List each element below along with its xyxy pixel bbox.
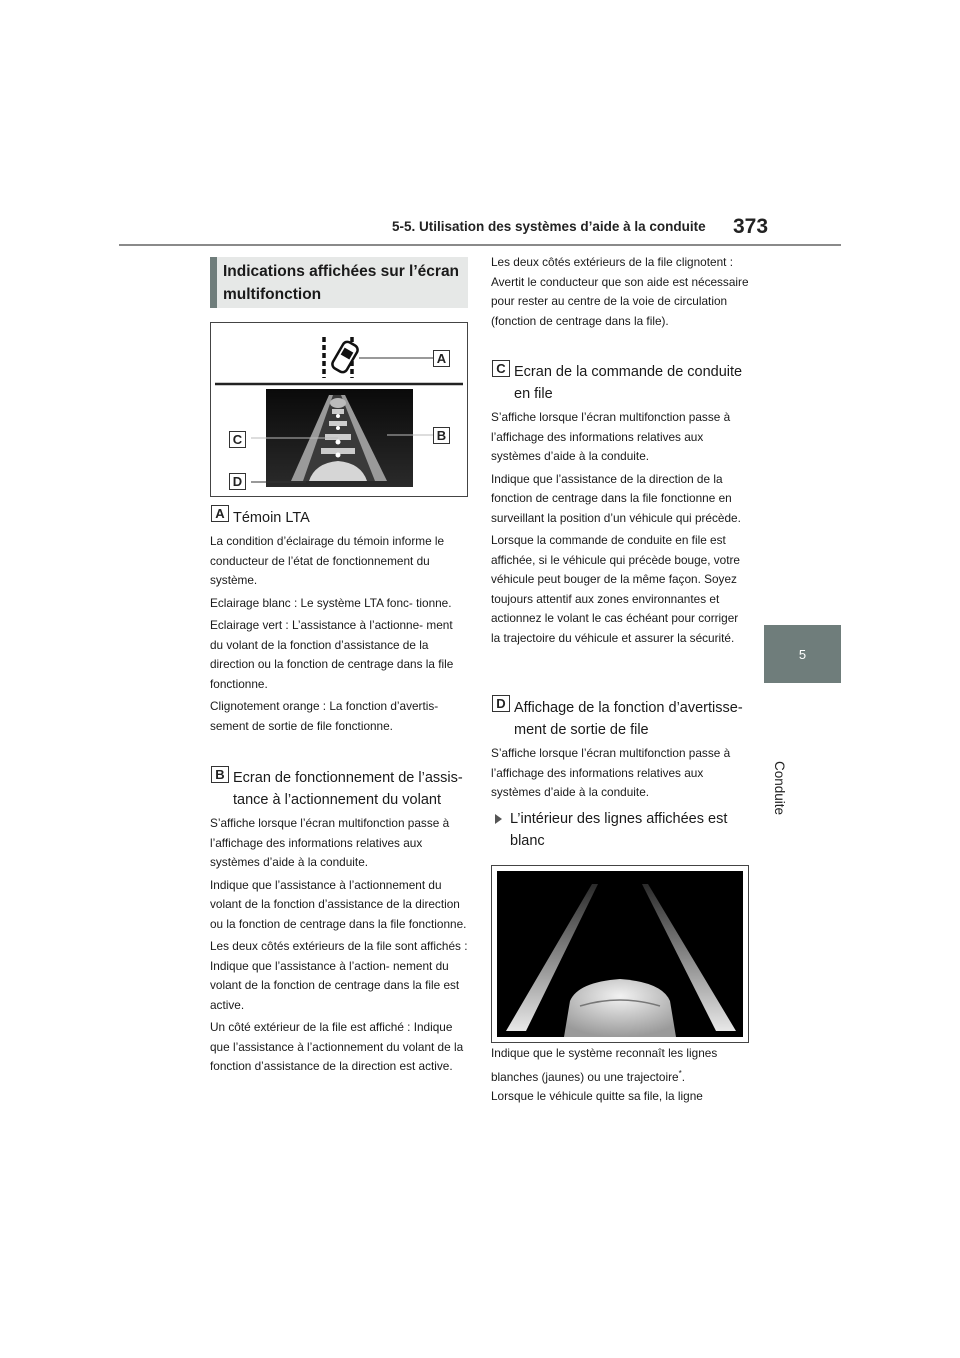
chapter-label [772, 706, 819, 816]
callout-d: D [229, 473, 246, 490]
lta-indicator-icon [324, 337, 359, 378]
badge-a: A [211, 505, 229, 522]
section-heading: Indications affichées sur l’écran multifonction [223, 263, 460, 303]
item-a-para: Eclairage blanc : Le système LTA fonc- tionne. [210, 595, 452, 610]
callout-a: A [433, 350, 450, 367]
callout-b: B [433, 427, 450, 444]
item-c-title-line1: Ecran de la commande de conduite [514, 364, 743, 380]
item-c-para: Lorsque la commande de conduite en file est affichée, si le véhicule qui précède bouge, votre véhicule peut bouger de la même façon. Soyez toujours attentif aux zones environnantes et actionnez le volant le cas échéant pour corriger la trajectoire du véhicule et assurer la sécurité. [491, 533, 740, 645]
header-rule [119, 244, 841, 246]
item-d-title-line1: Affichage de la fonction d’avertisse- [514, 700, 743, 716]
bottom-line1: Indique que le système reconnaît les lignes [491, 1046, 718, 1060]
item-b-title-line1: Ecran de fonctionnement de l’assis- [233, 770, 463, 786]
badge-b: B [211, 766, 229, 783]
page-number: 373 [733, 215, 769, 238]
callout-c: C [229, 431, 246, 448]
chapter-number: 5 [798, 646, 807, 662]
item-b-para: S’affiche lorsque l’écran multifonction passe à l’affichage des informations relatives aux systèmes d’aide à la conduite. [210, 816, 450, 869]
bottom-line2-text: blanches (jaunes) ou une trajectoire [491, 1069, 679, 1084]
triangle-bullet-icon [495, 814, 502, 824]
display-illustration [211, 323, 467, 496]
item-b-para: Les deux côtés extérieurs de la file sont affichés : Indique que l’assistance à l’action- nement du volant de la fonction de centrage dans la file est active. [210, 939, 468, 1012]
item-b-body [210, 814, 468, 1080]
item-c-para: Indique que l’assistance de la direction de la fonction de centrage dans la file fonctionne en surveillant la position d’un véhicule qui précède. [491, 471, 741, 525]
item-d-title-line2: ment de sortie de file [514, 722, 649, 738]
item-a-para: Clignotement orange : La fonction d’avertis- sement de sortie de file fonctionne. [210, 699, 439, 733]
display-figure [210, 322, 468, 497]
item-c-title-line2: en file [514, 386, 553, 402]
badge-d: D [492, 695, 510, 712]
bottom-line3: Lorsque le véhicule quitte sa file, la ligne [491, 1088, 703, 1103]
item-a-para: La condition d’éclairage du témoin informe le conducteur de l’état de fonctionnement du système. [210, 534, 445, 587]
item-c-para: S’affiche lorsque l’écran multifonction passe à l’affichage des informations relatives aux systèmes d’aide à la conduite. [491, 410, 731, 463]
footnote-marker: * [678, 1068, 682, 1078]
bottom-text [491, 1044, 761, 1106]
bottom-line2-end: . [681, 1069, 685, 1084]
item-c-body [491, 408, 749, 651]
lane-illustration [492, 866, 748, 1042]
item-b-continued: Les deux côtés extérieurs de la file clignotent : Avertit le conducteur que son aide est nécessaire pour rester au centre de la voie de circulation (fonction de centrage dans la file). [491, 255, 749, 328]
item-d-para: S’affiche lorsque l’écran multifonction passe à l’affichage des informations relatives aux systèmes d’aide à la conduite. [491, 746, 731, 799]
running-header: 5-5. Utilisation des systèmes d’aide à la conduite [392, 219, 706, 234]
item-d-body [491, 744, 749, 806]
item-a-title: Témoin LTA [233, 510, 310, 526]
item-b-title-line2: tance à l’actionnement du volant [233, 792, 441, 808]
item-a-body [210, 532, 468, 739]
chapter-label-text: Conduite [772, 761, 787, 816]
item-b-para: Un côté extérieur de la file est affiché : Indique que l’assistance à l’actionnement du volant de la fonction d’assistance de la direction est active. [210, 1020, 464, 1073]
lane-figure [491, 865, 749, 1043]
chapter-tab[interactable] [764, 625, 841, 683]
item-b-para: Indique que l’assistance à l’actionnement du volant de la fonction d’assistance de la direction ou la fonction de centrage dans la file fonctionne. [210, 877, 467, 931]
section-heading-bar [210, 257, 217, 308]
subheading-line1: L’intérieur des lignes affichées est [510, 811, 728, 827]
subheading-line2: blanc [510, 833, 545, 849]
badge-c: C [492, 360, 510, 377]
item-a-para: Eclairage vert : L’assistance à l’actionne- ment du volant de la fonction d’assistance de la direction ou la fonction de centrage dans la file fonctionne. [210, 618, 454, 691]
bottom-line2 [491, 1064, 761, 1087]
